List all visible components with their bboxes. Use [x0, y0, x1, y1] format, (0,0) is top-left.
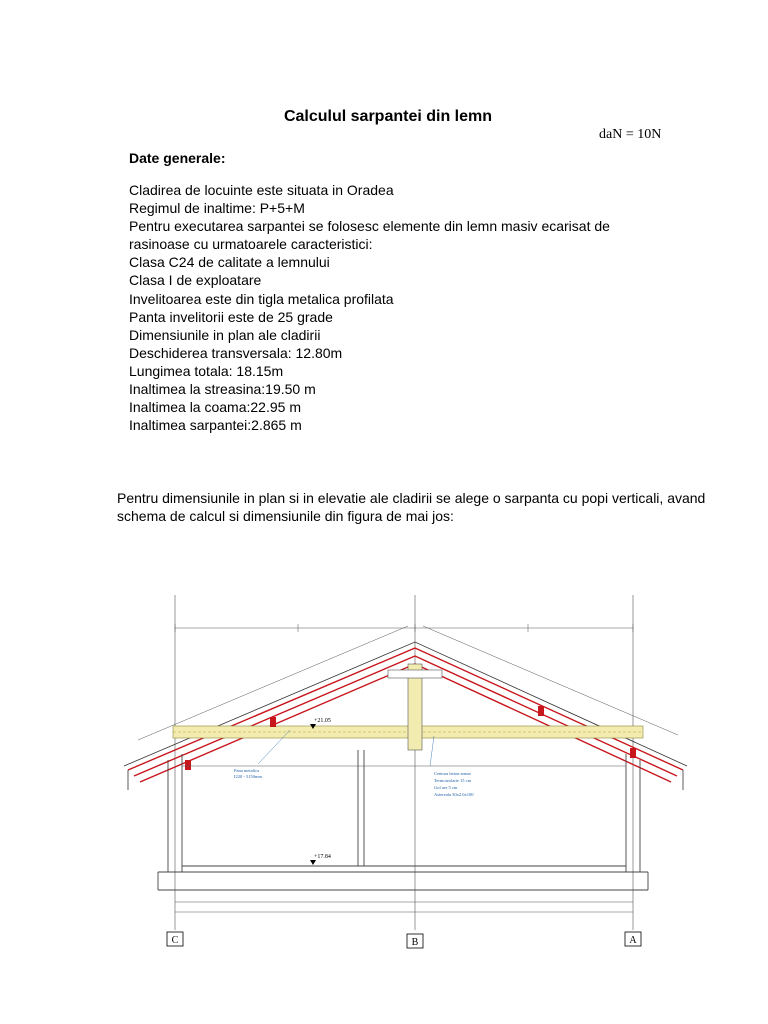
data-line: Dimensiunile in plan ale cladirii: [129, 326, 321, 343]
data-line: Panta invelitorii este de 25 grade: [129, 308, 333, 325]
roof-section-drawing: [118, 590, 688, 960]
data-line: Pentru executarea sarpantei se folosesc elemente din lemn masiv ecarisat de: [129, 218, 610, 235]
note-right-1: Centura beton armat: [434, 771, 471, 776]
general-data-list: [129, 181, 610, 434]
level-bottom: +17.84: [314, 854, 331, 860]
axis-label-c-text: C: [171, 935, 179, 946]
note-right-3: Gol aer 5 cm: [434, 785, 458, 790]
data-line: Invelitoarea este din tigla metalica profilata: [129, 290, 394, 307]
data-line: Inaltimea sarpantei:2.865 m: [129, 417, 302, 434]
note-left-1: Pana metalica: [234, 768, 260, 773]
data-line: Lungimea totala: 18.15m: [129, 362, 284, 379]
rafters: [128, 648, 683, 782]
page-title: Calculul sarpantei din lemn: [283, 108, 493, 125]
data-line: Regimul de inaltime: P+5+M: [129, 200, 305, 217]
axis-label-c: [167, 932, 183, 946]
walls: [158, 750, 648, 890]
axis-label-a-text: A: [629, 935, 637, 946]
data-line: rasinoase cu urmatoarele caracteristici:: [129, 236, 373, 253]
axis-label-b-text: B: [411, 937, 419, 948]
level-markers: [310, 718, 331, 865]
data-line: Clasa I de exploatare: [129, 272, 262, 289]
note-left-2: I220 - 5150mm: [234, 774, 262, 779]
axis-lines: [175, 595, 633, 930]
note-right-2: Termoizolatie 15 cm: [434, 778, 472, 783]
roof-outline: [124, 642, 687, 790]
data-line: Clasa C24 de calitate a lemnului: [129, 254, 330, 271]
drawing-notes: [234, 730, 474, 797]
top-dimension-line: [175, 624, 633, 632]
unit-note: daN = 10N: [599, 127, 662, 142]
data-line: Inaltimea la coama:22.95 m: [129, 399, 301, 416]
section-heading: Date generale:: [129, 150, 226, 166]
data-line: Inaltimea la streasina:19.50 m: [129, 381, 316, 398]
ridge-beam: [388, 670, 442, 678]
level-top: +21.05: [314, 718, 331, 724]
axis-label-a: [625, 932, 641, 946]
intro-paragraph: Pentru dimensiunile in plan si in elevatie ale cladirii se alege o sarpanta cu popi verticali, avand schema de calcul si dimensiunile din figura de mai jos:: [117, 490, 706, 524]
axis-label-b: [407, 934, 423, 948]
data-line: Cladirea de locuinte este situata in Oradea: [129, 182, 394, 198]
data-line: Deschiderea transversala: 12.80m: [129, 344, 343, 361]
note-right-4: Astereala 30x2.0x100: [434, 792, 474, 797]
